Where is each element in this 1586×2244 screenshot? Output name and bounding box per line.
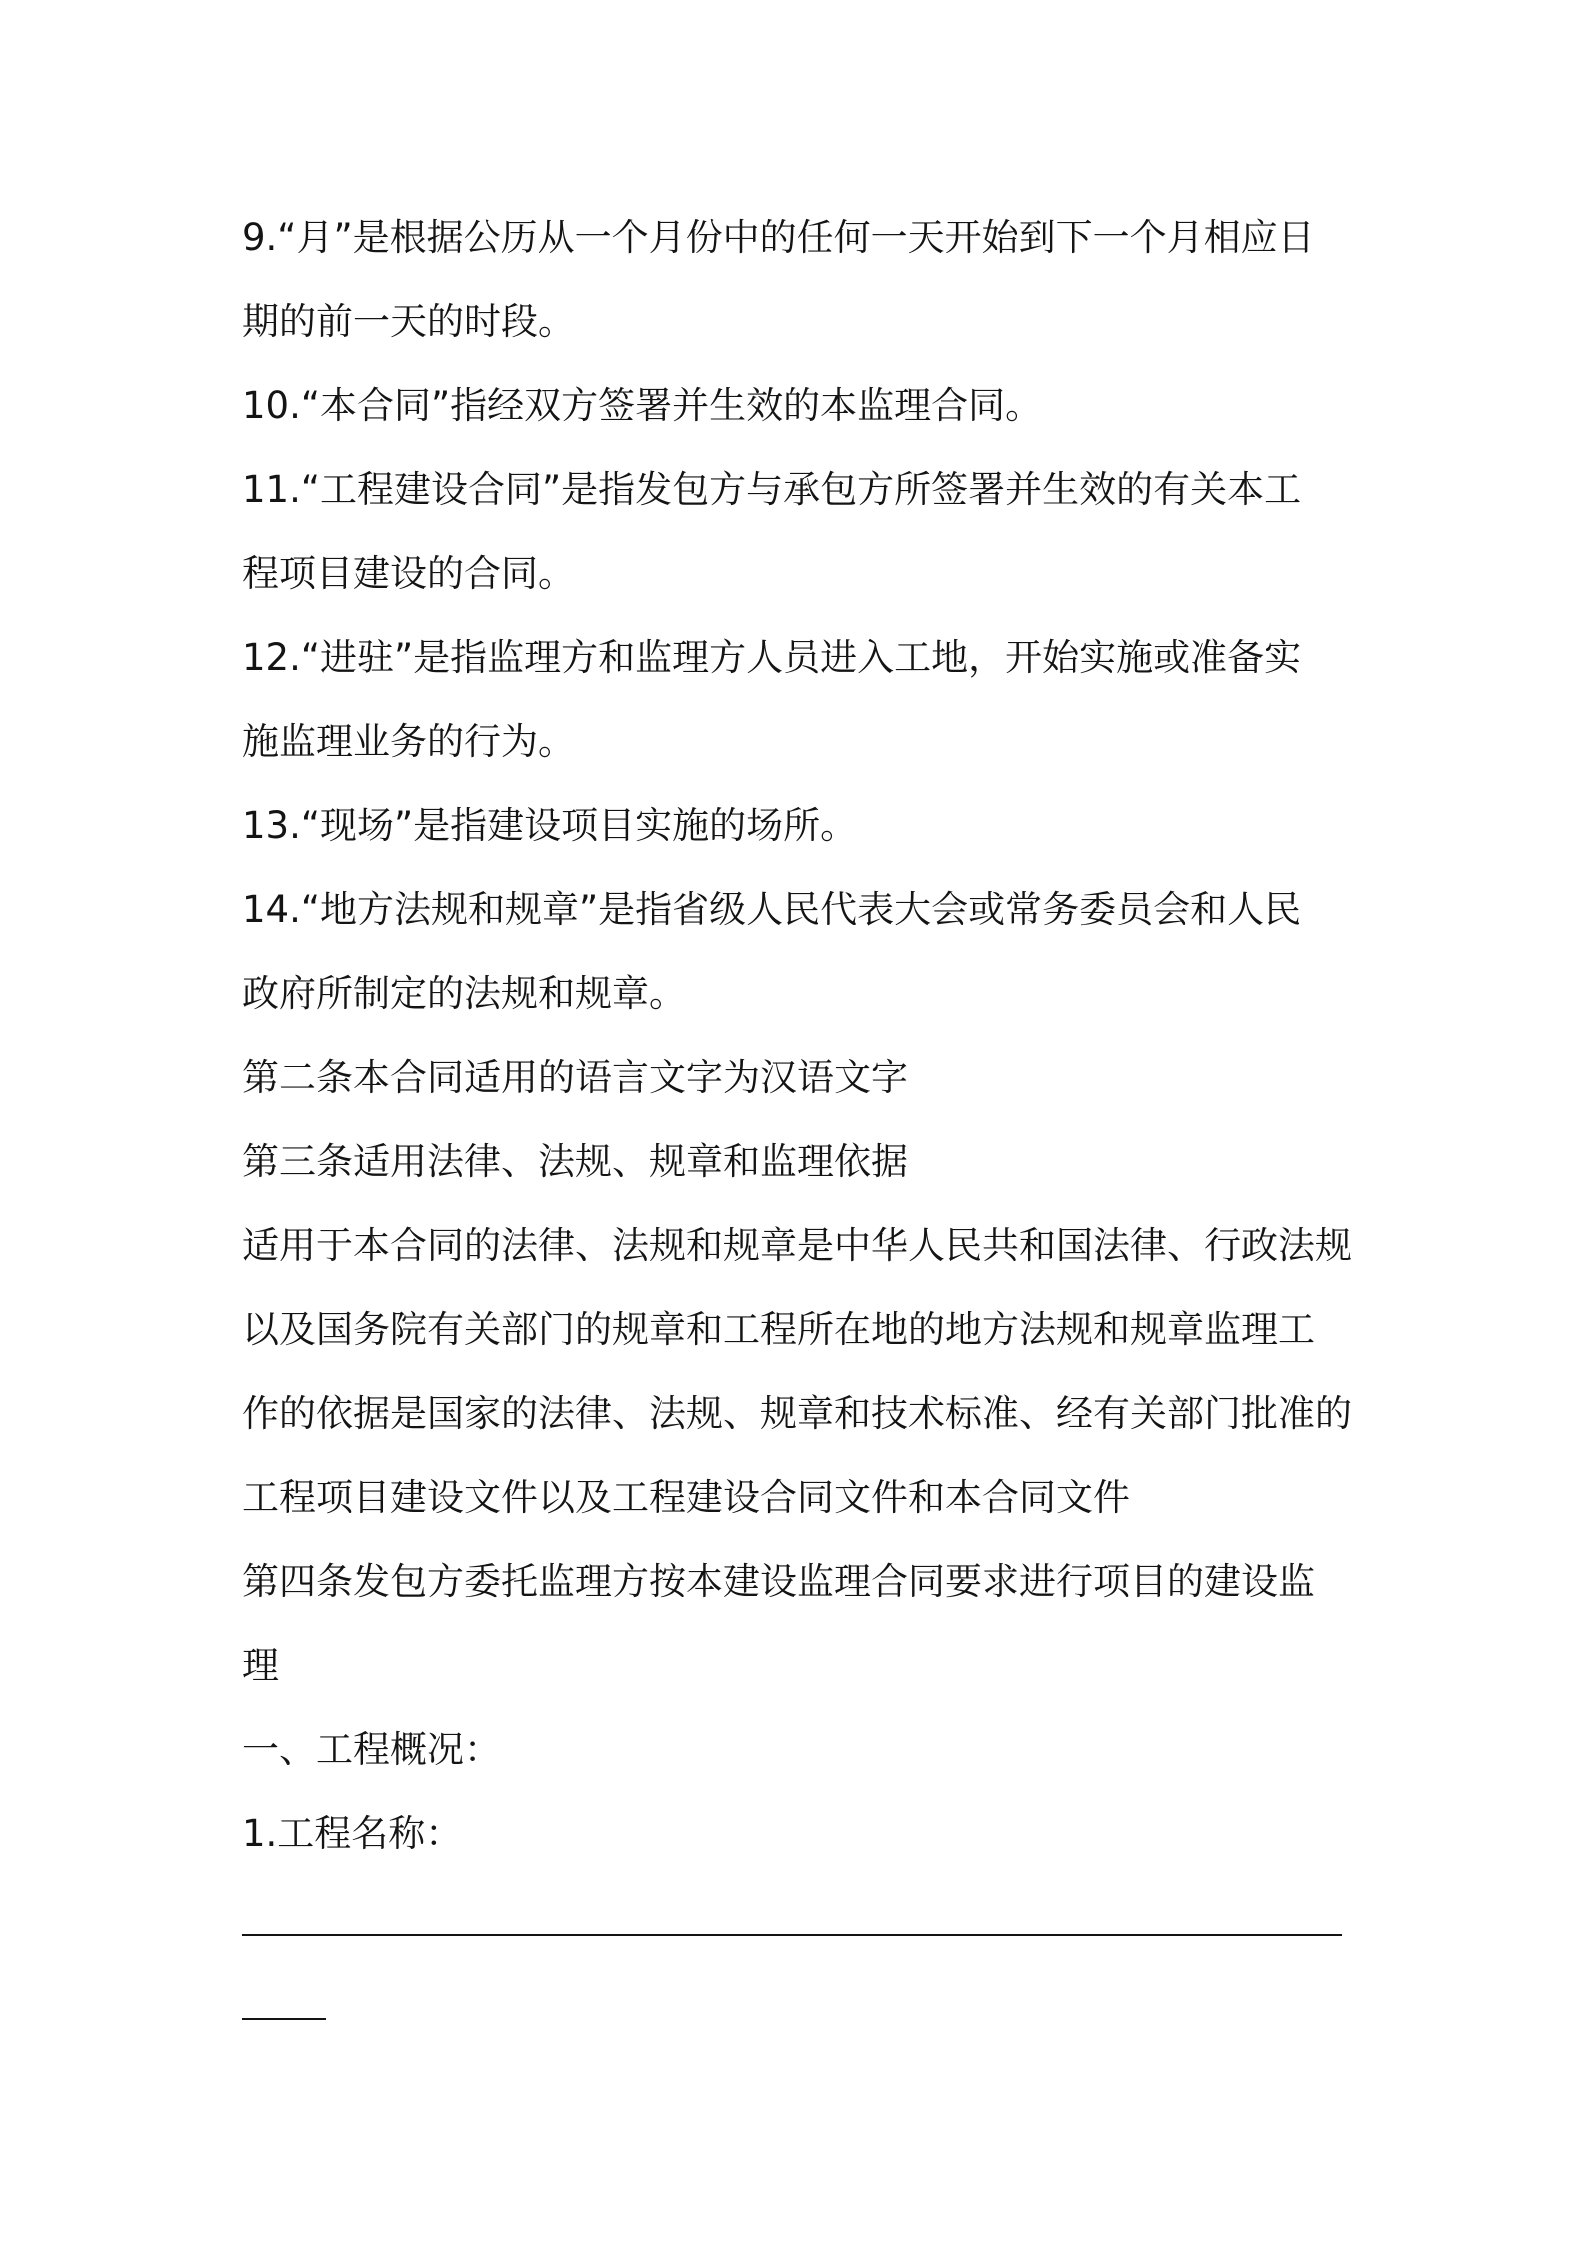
article-3-body-line-3: 作的依据是国家的法律、法规、规章和技术标准、经有关部门批准的	[242, 1392, 1352, 1435]
item-9-line-1: 9.“月”是根据公历从一个月份中的任何一天开始到下一个月相应日	[242, 216, 1315, 259]
project-name-blank	[242, 1876, 1362, 1960]
item-12-line-1: 12.“进驻”是指监理方和监理方人员进入工地，开始实施或准备实	[242, 636, 1302, 679]
fill-in-underline-continued	[242, 2018, 326, 2020]
article-3-body-line-2: 以及国务院有关部门的规章和工程所在地的地方法规和规章监理工	[242, 1308, 1315, 1351]
project-name-label: 1.工程名称：	[242, 1812, 463, 1855]
article-3-body-line-4: 工程项目建设文件以及工程建设合同文件和本合同文件	[242, 1476, 1130, 1519]
article-2: 第二条本合同适用的语言文字为汉语文字	[242, 1056, 908, 1099]
item-14-line-1: 14.“地方法规和规章”是指省级人民代表大会或常务委员会和人民	[242, 888, 1302, 931]
item-11-line-2: 程项目建设的合同。	[242, 552, 575, 595]
document-body	[242, 196, 1362, 2044]
item-11-line-1: 11.“工程建设合同”是指发包方与承包方所签署并生效的有关本工	[242, 468, 1302, 511]
item-14-line-2: 政府所制定的法规和规章。	[242, 972, 686, 1015]
fill-in-underline	[242, 1934, 1342, 1936]
item-13: 13.“现场”是指建设项目实施的场所。	[242, 804, 858, 847]
item-12-line-2: 施监理业务的行为。	[242, 720, 575, 763]
item-9-line-2: 期的前一天的时段。	[242, 300, 575, 343]
article-3-body-line-1: 适用于本合同的法律、法规和规章是中华人民共和国法律、行政法规	[242, 1224, 1352, 1267]
article-4-line-2: 理	[242, 1644, 279, 1687]
article-3-title: 第三条适用法律、法规、规章和监理依据	[242, 1140, 908, 1183]
article-4-line-1: 第四条发包方委托监理方按本建设监理合同要求进行项目的建设监	[242, 1560, 1315, 1603]
item-10: 10.“本合同”指经双方签署并生效的本监理合同。	[242, 384, 1043, 427]
project-name-blank-continued	[242, 1960, 1362, 2044]
section-1-heading: 一、工程概况：	[242, 1728, 501, 1771]
